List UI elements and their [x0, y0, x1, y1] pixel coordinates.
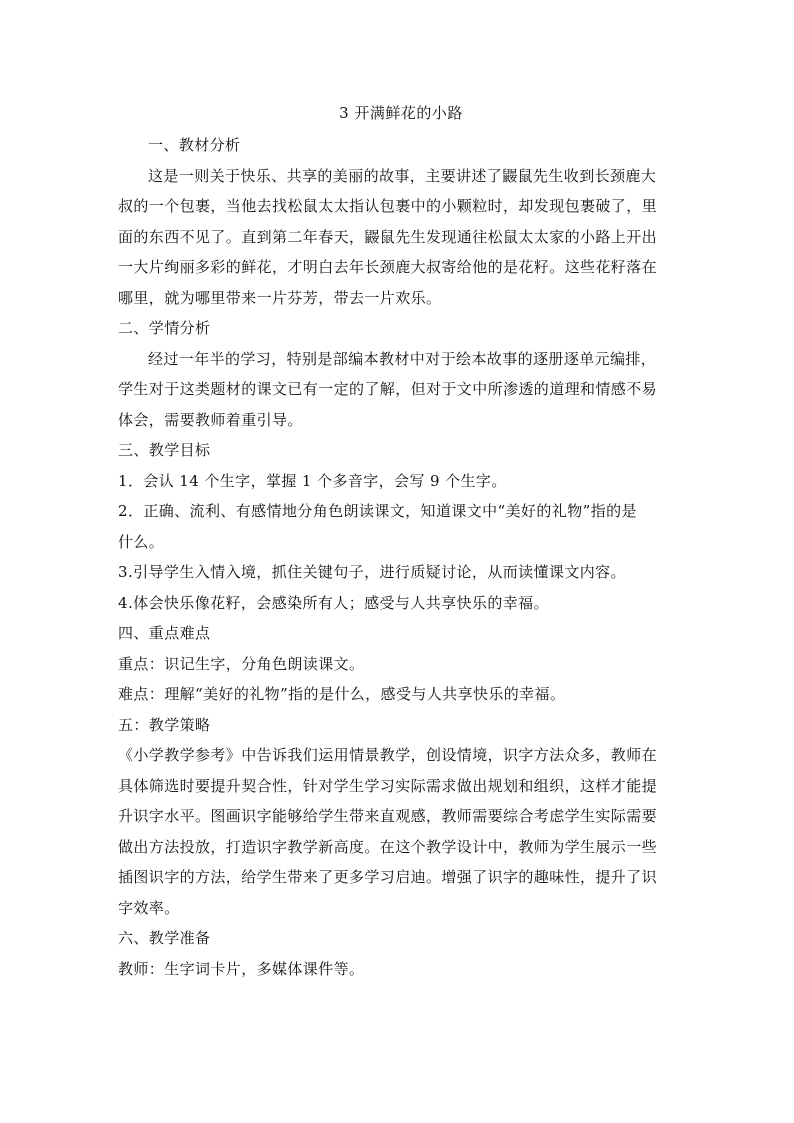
- document-body: [118, 100, 684, 984]
- list-item: 什么。: [118, 532, 165, 551]
- paragraph-line: 经过一年半的学习，特别是部编本教材中对于绘本故事的逐册逐单元编排，: [148, 349, 657, 368]
- paragraph-line: 《小学教学参考》中告诉我们运用情景教学，创设情境，识字方法众多，教师在: [118, 746, 658, 764]
- list-item: 4.体会快乐像花籽，会感染所有人；感受与人共享快乐的幸福。: [118, 593, 549, 612]
- list-item: 难点：理解“美好的礼物”指的是什么，感受与人共享快乐的幸福。: [118, 685, 566, 703]
- section-heading-textbook-analysis: 一、教材分析: [148, 136, 241, 154]
- paragraph-line: 做出方法投放，打造识字教学新高度。在这个教学设计中，教师为学生展示一些: [118, 837, 658, 856]
- list-item: 1．会认 14 个生字，掌握 1 个多音字，会写 9 个生字。: [118, 471, 507, 490]
- paragraph-line: 插图识字的方法，给学生带来了更多学习启迪。增强了识字的趣味性，提升了识: [118, 868, 658, 886]
- paragraph-line: 字效率。: [118, 898, 180, 917]
- document-title: 3 开满鲜花的小路: [339, 104, 463, 122]
- section-heading-teaching-preparation: 六、教学准备: [118, 929, 211, 947]
- list-item: 重点：识记生字，分角色朗读课文。: [118, 654, 365, 673]
- section-heading-key-points: 四、重点难点: [118, 624, 211, 642]
- list-item: 3.引导学生入情入境，抓住关键句子，进行质疑讨论，从而读懂课文内容。: [118, 563, 626, 581]
- paragraph-line: 一大片绚丽多彩的鲜花，才明白去年长颈鹿大叔寄给他的是花籽。这些花籽落在: [118, 258, 658, 276]
- paragraph-line: 这是一则关于快乐、共享的美丽的故事，主要讲述了鼹鼠先生收到长颈鹿大: [148, 166, 657, 185]
- paragraph-line: 学生对于这类题材的课文已有一定的了解，但对于文中所渗透的道理和情感不易: [118, 380, 658, 398]
- paragraph-line: 体会，需要教师着重引导。: [118, 410, 303, 429]
- section-heading-teaching-goals: 三、教学目标: [118, 441, 211, 459]
- list-item: 教师：生字词卡片，多媒体课件等。: [118, 959, 365, 978]
- section-heading-teaching-strategy: 五：教学策略: [118, 715, 211, 734]
- paragraph-line: 哪里，就为哪里带来一片芬芳，带去一片欢乐。: [118, 288, 442, 307]
- paragraph-line: 升识字水平。图画识字能够给学生带来直观感，教师需要综合考虑学生实际需要: [118, 807, 658, 825]
- paragraph-line: 面的东西不见了。直到第二年春天，鼹鼠先生发现通往松鼠太太家的小路上开出: [118, 227, 658, 246]
- paragraph-line: 具体筛选时要提升契合性，针对学生学习实际需求做出规划和组织，这样才能提: [118, 776, 658, 795]
- list-item: 2．正确、流利、有感情地分角色朗读课文，知道课文中“美好的礼物”指的是: [118, 502, 637, 520]
- section-heading-learner-analysis: 二、学情分析: [118, 319, 211, 337]
- paragraph-line: 叔的一个包裹，当他去找松鼠太太指认包裹中的小颗粒时，却发现包裹破了，里: [118, 197, 658, 215]
